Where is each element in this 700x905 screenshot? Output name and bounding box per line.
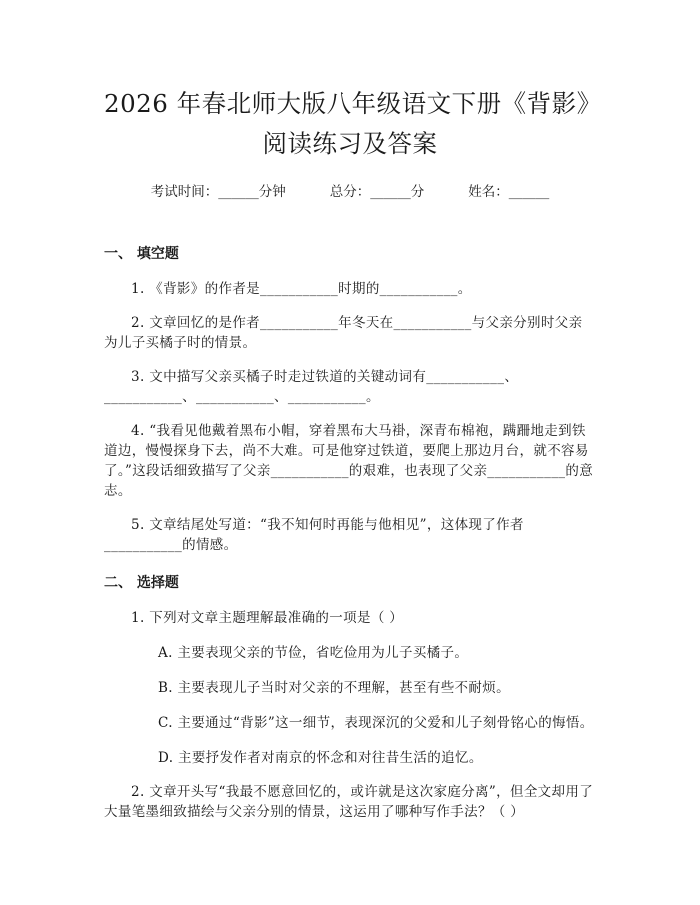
title-line-1: 2026 年春北师大版八年级语文下册《背影》 bbox=[104, 89, 602, 118]
document-title bbox=[104, 0, 602, 164]
choice-question-1: 1. 下列对文章主题理解最准确的一项是（ ） bbox=[131, 610, 404, 626]
exam-time: 考试时间：______分钟 bbox=[150, 184, 286, 200]
choice-option-a: A. 主要表现父亲的节俭，省吃俭用为儿子买橘子。 bbox=[158, 645, 469, 661]
choice-option-d: D. 主要抒发作者对南京的怀念和对往昔生活的追忆。 bbox=[158, 750, 483, 766]
exam-score: 总分：______分 bbox=[329, 184, 425, 200]
title-line-2: 阅读练习及答案 bbox=[262, 129, 438, 158]
exam-name: 姓名：______ bbox=[468, 184, 550, 200]
section-heading-choice: 二、 选择题 bbox=[104, 575, 179, 591]
fill-question-3: 3. 文中描写父亲买橘子时走过铁道的关键动词有___________、___________、___________、___________。 bbox=[104, 369, 519, 405]
choice-option-c: C. 主要通过“背影”这一细节，表现深沉的父爱和儿子刻骨铭心的悔悟。 bbox=[158, 715, 594, 731]
fill-question-2: 2. 文章回忆的是作者___________年冬天在___________与父亲分别时父亲为儿子买橘子时的情景。 bbox=[104, 315, 583, 351]
choice-question-2: 2. 文章开头写“我最不愿意回忆的，或许就是这次家庭分离”，但全文却用了大量笔墨细致描绘与父亲分别的情景，这运用了哪种写作手法？（ ） bbox=[104, 784, 594, 820]
fill-question-4: 4. “我看见他戴着黑布小帽，穿着黑布大马褂，深青布棉袍，蹒跚地走到铁道边，慢慢探身下去，尚不大难。可是他穿过铁道，要爬上那边月台，就不容易了。”这段话细致描写了父亲___________的艰难，也表现了父亲___________的意志。 bbox=[104, 423, 594, 499]
fill-question-5: 5. 文章结尾处写道：“我不知何时再能与他相见”，这体现了作者___________的情感。 bbox=[104, 517, 524, 553]
choice-option-b: B. 主要表现儿子当时对父亲的不理解，甚至有些不耐烦。 bbox=[158, 680, 510, 696]
fill-question-1: 1. 《背影》的作者是___________时期的___________。 bbox=[131, 281, 472, 297]
section-heading-fill-in: 一、 填空题 bbox=[104, 246, 179, 262]
exam-info bbox=[104, 182, 596, 202]
